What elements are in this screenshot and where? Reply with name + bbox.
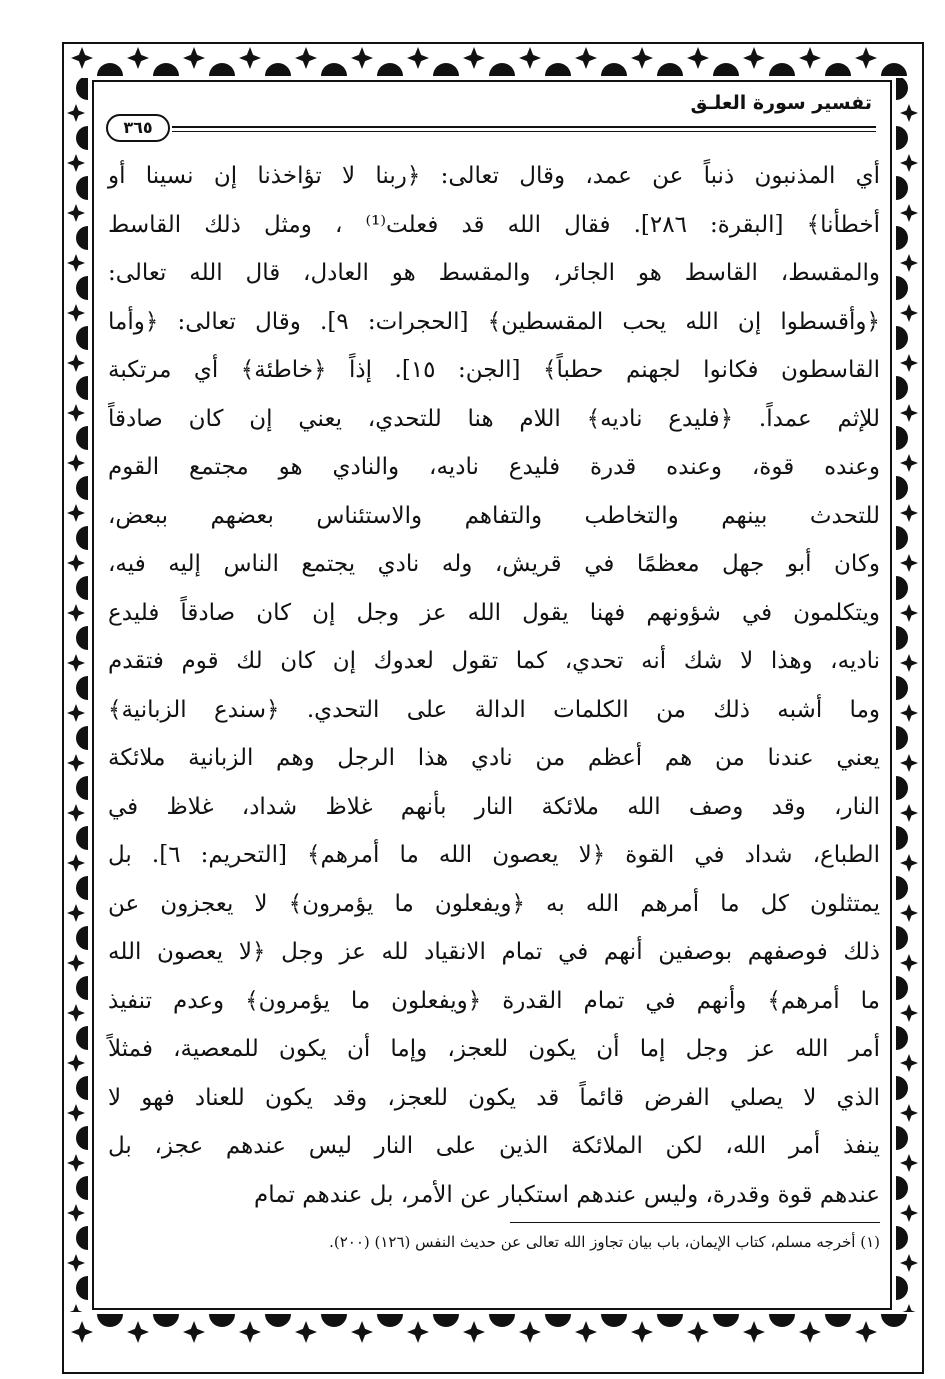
ornament-lobe-icon [265,1314,291,1327]
ornament-star-icon [67,804,85,822]
ornament-band-left [64,78,90,1312]
ornament-lobe-icon [896,376,908,400]
text-line: الذي لا يصلي الفرض قائماً قد يكون للعجز، وقد يكون للعناد فهو لا [108,1084,880,1111]
ornament-star-icon [743,1321,765,1343]
ornament-lobe-icon [489,63,515,76]
ornament-lobe-icon [76,576,88,600]
ornament-lobe-icon [896,676,908,700]
ornament-star-icon [67,704,85,722]
footnote: (١) أخرجه مسلم، كتاب الإيمان، باب بيان تجاوز الله تعالى عن حديث النفس (١٢٦) (٢٠٠). [329,1233,880,1251]
ornament-lobe-icon [657,1314,683,1327]
ornament-lobe-icon [896,976,908,1000]
ornament-lobe-icon [601,63,627,76]
ornament-star-icon [67,154,85,172]
ornament-star-icon [900,704,918,722]
ornament-star-icon [900,1054,918,1072]
ornament-lobe-icon [377,1314,403,1327]
ornament-lobe-icon [896,176,908,200]
ornament-lobe-icon [76,376,88,400]
footnote-rule [510,1222,880,1223]
ornament-star-icon [71,1321,93,1343]
ornament-star-icon [67,1254,85,1272]
ornament-lobe-icon [76,326,88,350]
text-line: ناديه، وهذا لا شك أنه تحدي، كما تقول لعدوك إن كان لك قوم فتقدم [108,648,880,674]
ornament-star-icon [900,754,918,772]
ornament-lobe-icon [76,976,88,1000]
ornament-star-icon [900,1004,918,1022]
ornament-lobe-icon [76,126,88,150]
ornament-lobe-icon [896,1176,908,1200]
ornament-band-top [64,44,922,78]
ornament-lobe-icon [657,63,683,76]
ornament-star-icon [407,47,429,69]
ornament-lobe-icon [545,1314,571,1327]
ornament-lobe-icon [209,1314,235,1327]
ornament-lobe-icon [825,1314,851,1327]
ornament-star-icon [67,1104,85,1122]
page-header [100,92,884,148]
ornament-lobe-icon [433,63,459,76]
ornament-star-icon [855,47,877,69]
ornament-lobe-icon [76,476,88,500]
ornament-star-icon [183,47,205,69]
ornament-lobe-icon [76,1226,88,1250]
ornament-star-icon [900,1154,918,1172]
ornament-lobe-icon [825,63,851,76]
ornament-star-icon [575,1321,597,1343]
ornament-lobe-icon [896,78,908,100]
ornament-star-icon [900,1104,918,1122]
ornament-lobe-icon [545,63,571,76]
ornament-lobe-icon [601,1314,627,1327]
ornament-star-icon [67,354,85,372]
ornament-star-icon [900,454,918,472]
ornament-lobe-icon [489,1314,515,1327]
ornament-star-icon [67,904,85,922]
ornament-star-icon [127,1321,149,1343]
ornament-lobe-icon [896,926,908,950]
ornament-lobe-icon [896,826,908,850]
ornament-star-icon [67,504,85,522]
ornament-lobe-icon [76,1076,88,1100]
text-line: للإثم عمداً. ﴿فليدع ناديه﴾ اللام هنا للتحدي، يعني إن كان صادقاً [108,405,880,432]
ornament-star-icon [900,804,918,822]
ornament-lobe-icon [76,926,88,950]
page-number: ٣٦٥ [106,114,170,142]
ornament-lobe-icon [76,1176,88,1200]
ornament-star-icon [575,47,597,69]
ornament-star-icon [67,554,85,572]
ornament-lobe-icon [76,1126,88,1150]
ornament-star-icon [71,47,93,69]
ornament-star-icon [519,47,541,69]
ornament-lobe-icon [896,1276,908,1300]
body-text [108,152,880,1219]
ornament-lobe-icon [896,876,908,900]
ornament-star-icon [351,47,373,69]
ornament-star-icon [67,1004,85,1022]
ornament-lobe-icon [76,676,88,700]
ornament-lobe-icon [76,776,88,800]
text-line: أي المذنبون ذنباً عن عمد، وقال تعالى: ﴿ربنا لا تؤاخذنا إن نسينا أو [108,163,880,189]
ornament-lobe-icon [76,226,88,250]
ornament-lobe-icon [76,1026,88,1050]
ornament-lobe-icon [769,1314,795,1327]
ornament-star-icon [900,604,918,622]
text-line: النار، وقد وصف الله ملائكة النار بأنهم غلاظ شداد، غلاظ في [108,793,880,820]
ornament-star-icon [67,1204,85,1222]
ornament-star-icon [463,47,485,69]
ornament-lobe-icon [76,726,88,750]
ornament-lobe-icon [896,276,908,300]
ornament-star-icon [900,954,918,972]
ornament-lobe-icon [76,426,88,450]
ornament-lobe-icon [896,226,908,250]
ornament-star-icon [463,1321,485,1343]
ornament-star-icon [295,1321,317,1343]
text-line: وكان أبو جهل معظمًا في قريش، وله نادي يجتمع الناس إليه فيه، [108,551,880,577]
ornament-lobe-icon [896,1226,908,1250]
ornament-star-icon [900,1304,918,1312]
ornament-lobe-icon [97,1314,123,1327]
ornament-star-icon [67,954,85,972]
ornament-star-icon [67,104,85,122]
ornament-lobe-icon [769,63,795,76]
text-line: أمر الله عز وجل إما أن يكون للعجز، وإما أن يكون للمعصية، فمثلاً [108,1036,880,1062]
ornament-lobe-icon [896,1076,908,1100]
text-line: يعني عندنا من هم أعظم من نادي هذا الرجل وهم الزبانية ملائكة [108,745,880,771]
ornament-lobe-icon [153,63,179,76]
ornament-lobe-icon [76,78,88,100]
ornament-lobe-icon [76,176,88,200]
text-line: وعنده قوة، وعنده قدرة فليدع ناديه، والنادي هو مجتمع القوم [108,454,880,480]
ornament-lobe-icon [76,626,88,650]
ornament-star-icon [900,304,918,322]
ornament-star-icon [631,1321,653,1343]
ornament-lobe-icon [76,1276,88,1300]
ornament-star-icon [900,254,918,272]
ornament-star-icon [67,1154,85,1172]
ornament-lobe-icon [76,826,88,850]
ornament-star-icon [687,1321,709,1343]
text-line: القاسطون فكانوا لجهنم حطباً﴾ [الجن: ١٥]. إذاً ﴿خاطئة﴾ أي مرتكبة [108,357,880,383]
ornament-star-icon [799,47,821,69]
ornament-lobe-icon [896,776,908,800]
ornament-star-icon [900,554,918,572]
ornament-lobe-icon [321,1314,347,1327]
ornament-star-icon [67,454,85,472]
ornament-star-icon [295,47,317,69]
ornament-lobe-icon [153,1314,179,1327]
text-line: والمقسط، القاسط هو الجائر، والمقسط هو العادل، قال الله تعالى: [108,260,880,286]
ornament-lobe-icon [265,63,291,76]
ornament-lobe-icon [896,1026,908,1050]
ornament-lobe-icon [713,63,739,76]
ornament-star-icon [67,204,85,222]
ornament-lobe-icon [896,726,908,750]
ornament-star-icon [67,604,85,622]
ornament-lobe-icon [896,326,908,350]
ornament-lobe-icon [76,276,88,300]
ornament-star-icon [407,1321,429,1343]
ornament-lobe-icon [76,526,88,550]
ornament-star-icon [900,1204,918,1222]
ornament-star-icon [67,654,85,672]
header-rule [172,126,876,128]
ornament-star-icon [67,254,85,272]
ornament-star-icon [900,154,918,172]
running-title: تفسير سورة العلـق [690,92,872,114]
ornament-lobe-icon [896,476,908,500]
ornament-band-right [894,78,922,1312]
ornament-star-icon [239,47,261,69]
ornament-lobe-icon [896,626,908,650]
ornament-star-icon [900,504,918,522]
ornament-lobe-icon [97,63,123,76]
ornament-lobe-icon [896,526,908,550]
text-line: وما أشبه ذلك من الكلمات الدالة على التحدي. ﴿سندع الزبانية﴾ [108,696,880,723]
ornament-star-icon [900,354,918,372]
ornament-star-icon [855,1321,877,1343]
ornament-lobe-icon [321,63,347,76]
ornament-lobe-icon [713,1314,739,1327]
ornament-lobe-icon [881,63,907,76]
header-rule-thin [172,131,876,132]
ornament-star-icon [900,404,918,422]
ornament-star-icon [900,104,918,122]
ornament-star-icon [67,1054,85,1072]
ornament-star-icon [67,1304,85,1312]
ornament-star-icon [67,304,85,322]
text-line: ينفذ أمر الله، لكن الملائكة الذين على النار ليس عندهم عجز، بل [108,1133,880,1159]
ornament-star-icon [799,1321,821,1343]
text-line: ما أمرهم﴾ وأنهم في تمام القدرة ﴿ويفعلون ما يؤمرون﴾ وعدم تنفيذ [108,987,880,1014]
ornament-star-icon [127,47,149,69]
ornament-star-icon [900,904,918,922]
text-line: يمتثلون كل ما أمرهم الله به ﴿ويفعلون ما يؤمرون﴾ لا يعجزون عن [108,890,880,917]
ornament-lobe-icon [896,576,908,600]
ornament-lobe-icon [896,126,908,150]
text-line: عندهم قوة وقدرة، وليس عندهم استكبار عن الأمر، بل عندهم تمام [254,1181,880,1208]
ornament-star-icon [900,854,918,872]
ornament-star-icon [67,754,85,772]
ornament-star-icon [519,1321,541,1343]
ornament-star-icon [67,854,85,872]
text-line: أخطأنا﴾ [البقرة: ٢٨٦]. فقال الله قد فعلت⁽¹⁾ ، ومثل ذلك القاسط [108,211,880,238]
text-line: ذلك فوصفهم بوصفين أنهم في تمام الانقياد لله عز وجل ﴿لا يعصون الله [108,939,880,965]
ornament-star-icon [631,47,653,69]
text-line: الطباع، شداد في القوة ﴿لا يعصون الله ما أمرهم﴾ [التحريم: ٦]. بل [108,842,880,868]
ornament-star-icon [239,1321,261,1343]
ornament-band-bottom [64,1312,922,1346]
ornament-star-icon [351,1321,373,1343]
ornament-star-icon [687,47,709,69]
ornament-lobe-icon [896,426,908,450]
ornament-star-icon [900,1254,918,1272]
ornament-lobe-icon [433,1314,459,1327]
ornament-lobe-icon [896,1126,908,1150]
ornament-star-icon [67,404,85,422]
text-line: ﴿وأقسطوا إن الله يحب المقسطين﴾ [الحجرات: ٩]. وقال تعالى: ﴿وأما [108,308,880,335]
text-line: للتحدث بينهم والتخاطب والتفاهم والاستئناس بعضهم ببعض، [108,502,880,529]
ornament-star-icon [183,1321,205,1343]
ornament-lobe-icon [76,876,88,900]
ornament-lobe-icon [881,1314,907,1327]
ornament-lobe-icon [377,63,403,76]
ornament-star-icon [900,654,918,672]
ornament-star-icon [900,204,918,222]
ornament-lobe-icon [209,63,235,76]
ornament-star-icon [743,47,765,69]
text-line: ويتكلمون في شؤونهم فهنا يقول الله عز وجل إن كان صادقاً فليدع [108,599,880,626]
